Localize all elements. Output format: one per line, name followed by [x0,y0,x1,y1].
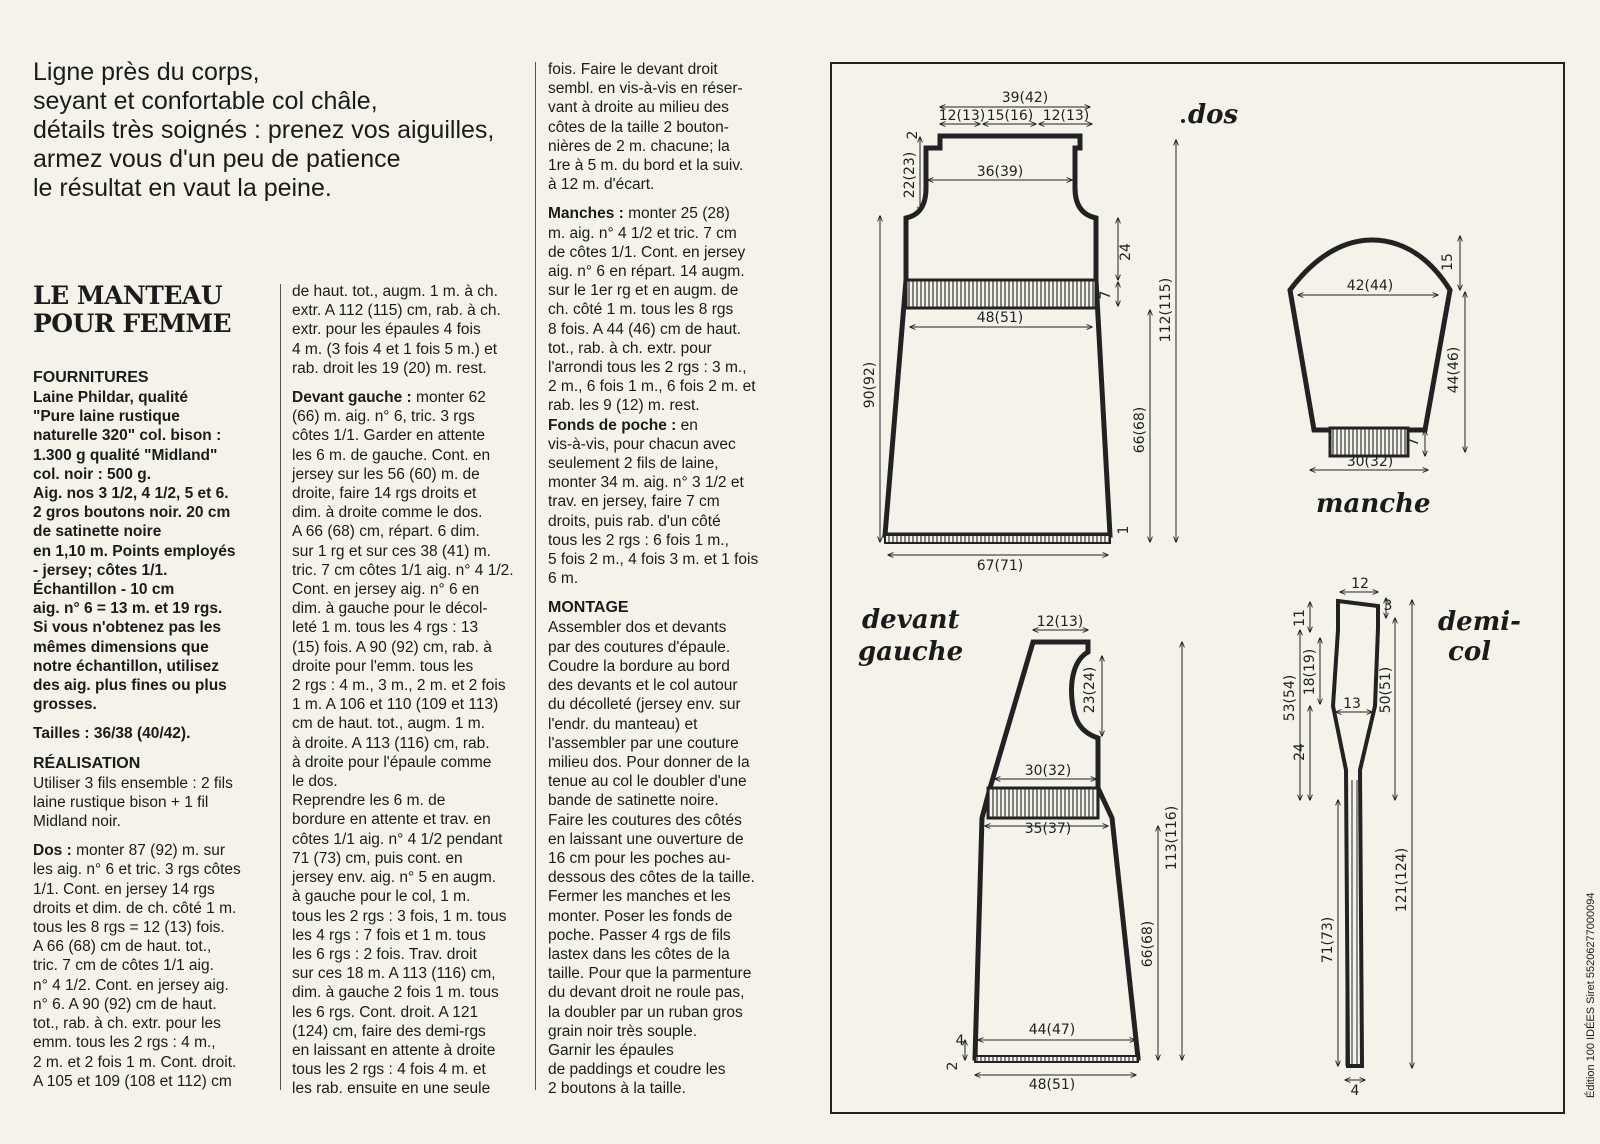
text-line: tous les 8 rgs = 12 (13) fois. [33,919,225,937]
text-line: droite, faire 14 rgs droits et [292,485,477,503]
text-line: les 6 rgs. Cont. droit. A 121 [292,1003,479,1021]
col-eleven: 11 [1292,609,1308,627]
text-line: A 105 et 109 (108 et 112) cm [33,1072,232,1090]
text-line: tot., rab. à ch. extr. pour [548,339,712,357]
text-line: droite pour l'emm. tous les [292,657,474,675]
text-line: sur 1 rg et sur ces 38 (41) m. [292,542,491,560]
text-line: mêmes dimensions que [33,638,209,656]
text-line: de haut. tot., augm. 1 m. à ch. [292,283,498,300]
text-line: tous les 2 rgs : 3 fois, 1 m. tous [292,907,507,925]
devant-label: Devant gauche : [292,389,412,407]
text-line: monter 25 (28) [628,205,730,223]
text-line: Laine Phildar, qualité [33,389,189,406]
devant-shoulder: 12(13) [1036,614,1084,630]
text-line: Reprendre les 6 m. de [292,792,446,810]
text-line: bordure en attente et trav. en [292,811,491,829]
text-line: 4 m. (3 fois 4 et 1 fois 5 m.) et [292,340,498,358]
text-line: 2 rgs : 4 m., 3 m., 2 m. et 2 fois [292,677,506,695]
text-line: les 4 rgs : 7 fois et 1 m. tous [292,926,486,944]
text-line: Faire les coutures des côtés [548,811,742,829]
dos-hem-width: 67(71) [976,558,1024,574]
text-line: par des coutures d'épaule. [548,638,731,656]
col-inner-18: 18(19) [1302,648,1318,696]
text-line: grain noir très souple. [548,1022,698,1040]
devant-armhole: 23(24) [1082,666,1098,714]
tailles-text: Tailles : 36/38 (40/42). [33,725,191,743]
text-line: fois. Faire le devant droit [548,61,718,78]
text-line: de côtes 1/1. Cont. en jersey [548,243,746,261]
text-line: 6 m. [548,570,579,588]
text-line: des devants et le col autour [548,677,738,695]
dos-shoulder-right: 12(13) [1042,108,1090,124]
text-line: 2 boutons à la taille. [548,1080,686,1098]
text-line: droits et dim. de ch. côté 1 m. [33,899,237,917]
text-line: dim. à gauche pour le décol- [292,600,488,618]
text-line: seulement 2 fils de laine, [548,455,719,473]
title-line: LE MANTEAU [33,281,223,310]
intro-line: le résultat en vaut la peine. [33,174,332,202]
text-line: monter 87 (92) m. sur [76,842,226,860]
text-line: (124) cm, faire des demi-rgs [292,1022,486,1040]
text-line: sembl. en vis-à-vis en réser- [548,80,743,98]
dos-waist: 48(51) [976,310,1024,326]
text-line: n° 4 1/2. Cont. en jersey aig. [33,976,229,994]
text-line: jersey env. aig. n° 5 en augm. [292,869,497,887]
dos-armhole: 22(23) [902,151,918,199]
devant-band: 4 [955,1033,965,1049]
manche-cap: 15 [1440,253,1456,271]
montage-heading: MONTAGE [548,599,629,617]
devant-lower: 66(68) [1140,920,1156,968]
text-line: trav. en jersey, faire 7 cm [548,493,720,511]
text-line: du devant droit ne roule pas, [548,984,745,1002]
fournitures-heading: FOURNITURES [33,369,149,386]
col-top: 12 [1351,576,1369,592]
text-line: n° 6. A 90 (92) cm de haut. [33,995,217,1013]
devant-chest: 30(32) [1024,763,1072,779]
text-line: (66) m. aig. n° 6, tric. 3 rgs [292,408,475,426]
text-line: tous les 2 rgs : 4 fois 4 m. et [292,1061,486,1079]
dos-lower: 66(68) [1132,406,1148,454]
dos-top-width: 39(42) [1001,90,1049,106]
text-line: ch. côté 1 m. tous les 8 rgs [548,301,734,319]
dos-upper: 24 [1118,243,1134,261]
text-line: bande de satinette noire. [548,792,719,810]
fonds-label: Fonds de poche : [548,416,677,434]
text-line: vant à droite au milieu des [548,99,729,117]
manche-diagram [1290,236,1465,470]
intro-line: armez vous d'un peu de patience [33,145,401,173]
dos-total-length: 112(115) [1158,277,1174,343]
text-line: m. aig. n° 4 1/2 et tric. 7 cm [548,224,737,242]
dos-chest: 36(39) [976,164,1024,180]
text-line: 5 fois 2 m., 4 fois 3 m. et 1 fois [548,551,759,569]
edition-note: Édition 100 IDÉES Siret 55206277000094 [1585,892,1597,1098]
text-line: col. noir : 500 g. [33,465,151,483]
text-line: côtes 1/1 aig. n° 4 1/2 pendant [292,830,503,848]
text-line: tenue au col le doubler d'une [548,773,747,791]
text-line: laine rustique bison + 1 fil [33,793,209,811]
text-line: le dos. [292,773,338,791]
text-line: Assembler dos et devants [548,619,727,637]
text-line: Midland noir. [33,813,121,831]
manches-label: Manches : [548,205,624,223]
text-line: dessous des côtes de la taille. [548,869,755,887]
text-line: 2 gros boutons noir. 20 cm [33,504,231,522]
text-line: - jersey; côtes 1/1. [33,561,168,579]
text-line: droits, puis rab. d'un côté [548,512,721,530]
text-line: Cont. en jersey aig. n° 6 en [292,581,480,599]
text-line: tric. 7 cm de côtes 1/1 aig. [33,957,214,975]
devant-hem-width: 48(51) [1028,1077,1076,1093]
col-left-53: 53(54) [1282,674,1298,722]
intro-line: détails très soignés : prenez vos aiguilles, [33,116,495,144]
text-line: poche. Passer 4 rgs de fils [548,926,731,944]
text-line: 2 m. et 2 fois 1 m. Cont. droit. [33,1053,237,1071]
text-line: à droite pour l'épaule comme [292,753,492,771]
text-line: 1.300 g qualité "Midland" [33,446,218,464]
text-line: monter. Poser les fonds de [548,907,733,925]
text-line: sur ces 18 m. A 113 (116) cm, [292,965,496,983]
text-line: l'arrondi tous les 2 rgs : 3 m., [548,359,747,377]
devant-diagram [965,630,1182,1075]
title-line: POUR FEMME [33,309,232,338]
text-line: 1re à 5 m. du bord et la suiv. [548,157,744,175]
text-line: côtes 1/1. Garder en attente [292,427,486,445]
text-line: leté 1 m. tous les 4 rgs : 13 [292,619,479,637]
text-line: Utiliser 3 fils ensemble : 2 fils [33,774,233,792]
text-line: aig. n° 6 = 13 m. et 19 rgs. [33,600,223,618]
text-line: Si vous n'obtenez pas les [33,619,222,637]
col-total: 121(124) [1394,847,1410,913]
text-line: (15) fois. A 90 (92) cm, rab. à [292,638,492,656]
text-line: 8 fois. A 44 (46) cm de haut. [548,320,742,338]
manche-width: 42(44) [1346,278,1394,294]
devant-waist: 35(37) [1024,821,1072,837]
text-line: l'assembler par une couture [548,734,739,752]
text-line: tot., rab. à ch. extr. pour les [33,1015,221,1033]
realisation-heading: RÉALISATION [33,754,141,772]
text-line: nières de 2 m. chacune; la [548,137,730,155]
manche-cuff-height: 7 [1406,437,1422,447]
text-line: rab. les 9 (12) m. rest. [548,397,700,415]
text-line: 71 (73) cm, puis cont. en [292,849,463,867]
text-line: à gauche pour le col, 1 m. [292,888,471,906]
dos-name: dos [1188,100,1239,130]
col-bottom-71: 71(73) [1320,916,1336,964]
text-line: lastex dans les côtes de la [548,945,730,963]
col-right-50: 50(51) [1378,666,1394,714]
intro-line: seyant et confortable col châle, [33,87,378,115]
dos-label: Dos : [33,842,72,860]
text-line: aig. n° 6 en répart. 14 augm. [548,263,745,281]
text-line: sur le 1er rg et en augm. de [548,282,739,300]
col-name-line2: col [1448,637,1492,667]
col-name-line1: demi- [1438,607,1521,637]
dos-length-to-armhole: 90(92) [862,361,878,409]
text-line: l'endr. du manteau) et [548,715,698,733]
text-line: rab. droit les 19 (20) m. rest. [292,359,487,377]
text-line: les aig. n° 6 et tric. 3 rgs côtes [33,861,241,879]
text-line: les 6 m. de gauche. Cont. en [292,446,491,464]
dos-shoulder-left: 12(13) [938,108,986,124]
text-line: de paddings et coudre les [548,1061,726,1079]
text-line: tous les 2 rgs : 6 fois 1 m., [548,531,729,549]
text-line: jersey sur les 56 (60) m. de [292,465,480,483]
text-line: taille. Pour que la parmenture [548,965,752,983]
text-line: Coudre la bordure au bord [548,657,730,675]
text-line: en 1,10 m. Points employés [33,542,236,560]
text-line: cm de haut. tot., augm. 1 m. [292,715,485,733]
text-line: à 12 m. d'écart. [548,176,655,194]
dos-rib-height: 7 [1098,290,1114,300]
text-line: grosses. [33,696,97,714]
text-line: 1/1. Cont. en jersey 14 rgs [33,880,215,898]
col-top-drop: 3 [1383,598,1393,614]
devant-hem-upper: 44(47) [1028,1022,1076,1038]
col-left-24: 24 [1292,743,1308,761]
text-line: du décolleté (jersey env. sur [548,696,741,714]
text-line: les rab. ensuite en une seule [292,1080,491,1098]
text-line: emm. tous les 2 rgs : 4 m., [33,1034,216,1052]
devant-name-line2: gauche [858,637,964,667]
devant-name-line1: devant [862,605,960,635]
dos-shoulder-drop: 2 [905,130,921,140]
devant-total-length: 113(116) [1164,805,1180,871]
text-line: en laissant une ouverture de [548,830,744,848]
text-line: la doubler par un ruban gros [548,1003,743,1021]
text-line: milieu dos. Pour donner de la [548,753,750,771]
text-line: 1 m. A 106 et 110 (109 et 113) [292,696,499,714]
text-line: dim. à gauche 2 fois 1 m. tous [292,984,499,1002]
text-line: monter 34 m. aig. n° 3 1/2 et [548,474,744,492]
text-line: 16 cm pour les poches au- [548,849,731,867]
text-line: Échantillon - 10 cm [33,581,175,599]
text-line: naturelle 320" col. bison : [33,427,222,445]
devant-band-height: 2 [945,1061,961,1071]
manche-cuff-width: 30(32) [1346,454,1394,470]
text-line: tric. 7 cm côtes 1/1 aig. n° 4 1/2. [292,561,514,579]
text-line: de satinette noire [33,523,162,541]
text-line: A 66 (68) cm de haut. tot., [33,938,212,956]
text-line: des aig. plus fines ou plus [33,677,227,695]
text-line: les 6 rgs : 2 fois. Trav. droit [292,945,477,963]
text-line: Aig. nos 3 1/2, 4 1/2, 5 et 6. [33,485,229,503]
text-line: extr. A 112 (115) cm, rab. à ch. [292,302,501,320]
text-line: A 66 (68) cm, répart. 6 dim. [292,523,480,541]
text-line: côtes de la taille 2 bouton- [548,118,729,136]
manche-name: manche [1316,489,1431,519]
dos-hem-height: 1 [1116,525,1132,535]
dos-diagram [880,107,1176,555]
text-line: Fermer les manches et les [548,888,731,906]
text-line: monter 62 [416,389,486,407]
text-line: en [680,416,698,434]
col-bottom: 4 [1350,1083,1360,1099]
text-line: dim. à droite comme le dos. [292,504,483,522]
dos-neck: 15(16) [986,108,1034,124]
text-line: vis-à-vis, pour chacun avec [548,435,736,453]
manche-length: 44(46) [1446,346,1462,394]
text-line: extr. pour les épaules 4 fois [292,321,481,339]
text-line: en laissant en attente à droite [292,1041,496,1059]
col-mid: 13 [1343,696,1361,712]
intro-line: Ligne près du corps, [33,58,260,86]
text-line: Garnir les épaules [548,1041,674,1059]
text-line: à droite. A 113 (116) cm, rab. [292,734,490,752]
text-line: 2 m., 6 fois 1 m., 6 fois 2 m. et [548,378,756,396]
text-line: notre échantillon, utilisez [33,657,220,675]
text-line: "Pure laine rustique [33,408,180,426]
